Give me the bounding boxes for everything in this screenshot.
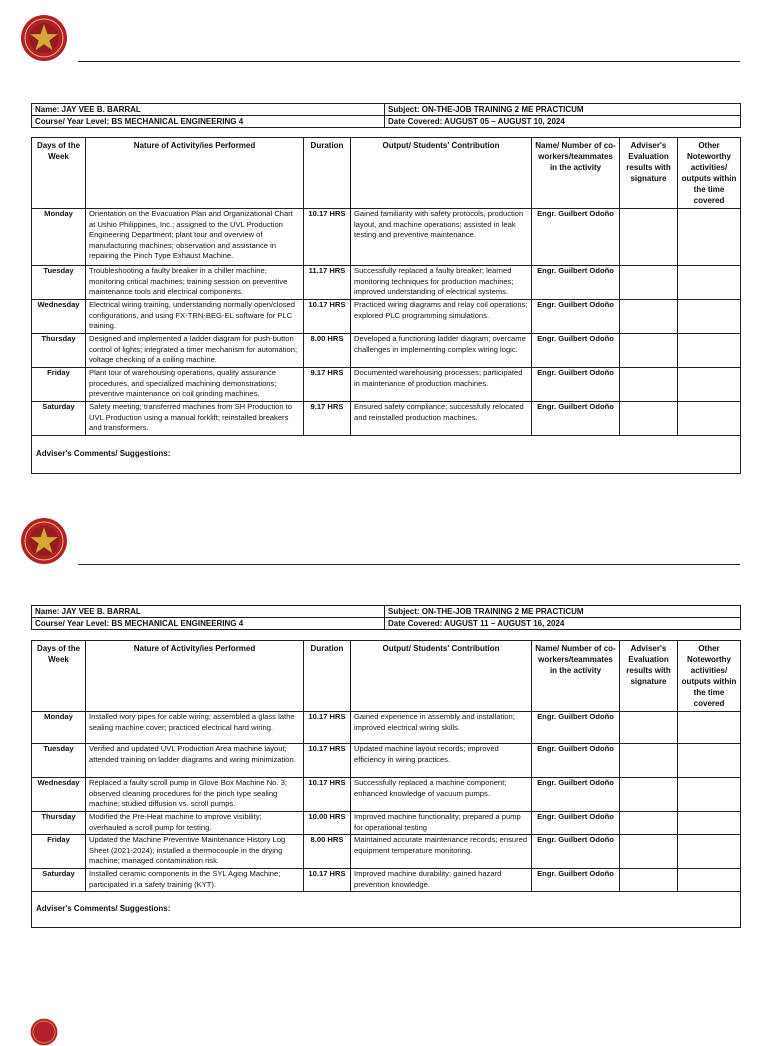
output-cell: Successfully replaced a faulty breaker; learned monitoring techniques for production machines; improved understanding of electrical systems.	[351, 266, 532, 300]
team-cell: Engr. Guilbert Odoño	[532, 869, 620, 892]
duration-cell: 10.17 HRS	[304, 712, 351, 744]
other-cell	[678, 744, 741, 778]
day-cell: Thursday	[32, 812, 86, 835]
day-cell: Tuesday	[32, 744, 86, 778]
nature-cell: Electrical wiring training, understanding normally open/closed configurations, and using FX-TRN-BEG-EL software for PLC training.	[86, 300, 304, 334]
other-cell	[678, 402, 741, 436]
output-cell: Gained experience in assembly and installation; improved electrical wiring skills.	[351, 712, 532, 744]
header-output: Output/ Students' Contribution	[351, 641, 532, 712]
subject: Subject: ON-THE-JOB TRAINING 2 ME PRACTICUM	[385, 606, 741, 618]
duration-cell: 9.17 HRS	[304, 368, 351, 402]
student-name: Name: JAY VEE B. BARRAL	[32, 104, 385, 116]
table-row	[32, 300, 741, 334]
nature-cell: Installed ivory pipes for cable wiring; assembled a glass lathe sealing machine cover; practiced electrical hard wiring.	[86, 712, 304, 744]
output-cell: Developed a functioning ladder diagram; overcame challenges in implementing complex wiring logic.	[351, 334, 532, 368]
team-cell: Engr. Guilbert Odoño	[532, 778, 620, 812]
nature-cell: Troubleshooting a faulty breaker in a chiller machine; monitoring critical machines; training session on preventive maintenance tools and electrical components.	[86, 266, 304, 300]
header-nature: Nature of Activity/ies Performed	[86, 138, 304, 209]
other-cell	[678, 812, 741, 835]
table-row	[32, 869, 741, 892]
team-cell: Engr. Guilbert Odoño	[532, 300, 620, 334]
other-cell	[678, 778, 741, 812]
nature-cell: Designed and implemented a ladder diagram for push-button control of lights; integrated a timer mechanism for automation; voltage checking of a coiling machine.	[86, 334, 304, 368]
table-row	[32, 812, 741, 835]
header-nature: Nature of Activity/ies Performed	[86, 641, 304, 712]
nature-cell: Orientation on the Evacuation Plan and Organizational Chart at Ushio Philippines, Inc.; assigned to the UVL Production Engineering Department; plant tour and overview of manufacturing machines; observation and assistance in repairing the Pinch Type Exhaust Machine.	[86, 209, 304, 266]
adviser-comments-label: Adviser's Comments/ Suggestions:	[32, 436, 741, 474]
header-rule	[78, 564, 740, 565]
day-cell: Friday	[32, 835, 86, 869]
output-cell: Improved machine functionality; prepared a pump for operational testing	[351, 812, 532, 835]
activity-table	[31, 137, 741, 474]
course-year: Course/ Year Level: BS MECHANICAL ENGINEERING 4	[32, 618, 385, 630]
header-team: Name/ Number of co-workers/teammates in the activity	[532, 641, 620, 712]
adviser-cell	[620, 835, 678, 869]
team-cell: Engr. Guilbert Odoño	[532, 712, 620, 744]
other-cell	[678, 869, 741, 892]
output-cell: Successfully replaced a machine component; enhanced knowledge of vacuum pumps.	[351, 778, 532, 812]
student-info-table	[31, 103, 741, 128]
duration-cell: 10.17 HRS	[304, 744, 351, 778]
other-cell	[678, 266, 741, 300]
team-cell: Engr. Guilbert Odoño	[532, 812, 620, 835]
adviser-cell	[620, 712, 678, 744]
university-seal-icon	[20, 517, 68, 565]
team-cell: Engr. Guilbert Odoño	[532, 266, 620, 300]
sheet-1	[0, 0, 768, 500]
other-cell	[678, 334, 741, 368]
nature-cell: Installed ceramic components in the SYL Aging Machine; participated in a safety training (KYT).	[86, 869, 304, 892]
team-cell: Engr. Guilbert Odoño	[532, 744, 620, 778]
header-team: Name/ Number of co-workers/teammates in the activity	[532, 138, 620, 209]
university-seal-icon	[30, 1018, 58, 1046]
university-seal-icon	[20, 14, 68, 62]
day-cell: Tuesday	[32, 266, 86, 300]
adviser-cell	[620, 300, 678, 334]
header-other: Other Noteworthy activities/ outputs within the time covered	[678, 641, 741, 712]
table-header-row	[32, 138, 741, 209]
team-cell: Engr. Guilbert Odoño	[532, 368, 620, 402]
other-cell	[678, 209, 741, 266]
sheet-2	[0, 503, 768, 933]
header-other: Other Noteworthy activities/ outputs within the time covered	[678, 138, 741, 209]
adviser-cell	[620, 402, 678, 436]
header-rule	[78, 61, 740, 62]
header-day: Days of the Week	[32, 138, 86, 209]
output-cell: Documented warehousing processes; participated in maintenance of production machines.	[351, 368, 532, 402]
team-cell: Engr. Guilbert Odoño	[532, 209, 620, 266]
adviser-cell	[620, 812, 678, 835]
day-cell: Thursday	[32, 334, 86, 368]
header-output: Output/ Students' Contribution	[351, 138, 532, 209]
day-cell: Saturday	[32, 869, 86, 892]
header-duration: Duration	[304, 138, 351, 209]
nature-cell: Verified and updated UVL Production Area machine layout; attended training on ladder diagrams and wiring minimization.	[86, 744, 304, 778]
comments-row	[32, 892, 741, 928]
duration-cell: 10.17 HRS	[304, 300, 351, 334]
adviser-cell	[620, 209, 678, 266]
day-cell: Wednesday	[32, 778, 86, 812]
table-header-row	[32, 641, 741, 712]
table-row	[32, 402, 741, 436]
duration-cell: 10.17 HRS	[304, 778, 351, 812]
activity-table	[31, 640, 741, 928]
nature-cell: Modified the Pre-Heat machine to improve visibility; overhauled a scroll pump for testing.	[86, 812, 304, 835]
duration-cell: 8.00 HRS	[304, 835, 351, 869]
nature-cell: Plant tour of warehousing operations, quality assurance procedures, and specialized machining demonstrations; preventive maintenance on coil grinding machines.	[86, 368, 304, 402]
other-cell	[678, 835, 741, 869]
output-cell: Maintained accurate maintenance records; ensured equipment temperature monitoring.	[351, 835, 532, 869]
day-cell: Monday	[32, 712, 86, 744]
adviser-cell	[620, 869, 678, 892]
duration-cell: 10.17 HRS	[304, 869, 351, 892]
duration-cell: 10.00 HRS	[304, 812, 351, 835]
adviser-cell	[620, 334, 678, 368]
header-adviser: Adviser's Evaluation results with signature	[620, 641, 678, 712]
date-covered: Date Covered: AUGUST 05 – AUGUST 10, 2024	[385, 116, 741, 128]
other-cell	[678, 300, 741, 334]
header-day: Days of the Week	[32, 641, 86, 712]
subject: Subject: ON-THE-JOB TRAINING 2 ME PRACTICUM	[385, 104, 741, 116]
output-cell: Improved machine durability; gained hazard prevention knowledge.	[351, 869, 532, 892]
duration-cell: 11.17 HRS	[304, 266, 351, 300]
output-cell: Ensured safety compliance; successfully relocated and reinstalled production machines.	[351, 402, 532, 436]
other-cell	[678, 712, 741, 744]
nature-cell: Replaced a faulty scroll pump in Glove Box Machine No. 3; observed cleaning procedures for the pinch type sealing machine; studied diffusion vs. scroll pumps.	[86, 778, 304, 812]
table-row	[32, 266, 741, 300]
adviser-cell	[620, 778, 678, 812]
course-year: Course/ Year Level: BS MECHANICAL ENGINEERING 4	[32, 116, 385, 128]
output-cell: Gained familiarity with safety protocols, production layout, and machine operations; assisted in leak testing and preventive maintenance.	[351, 209, 532, 266]
table-row	[32, 334, 741, 368]
output-cell: Practiced wiring diagrams and relay coil operations; explored PLC programming simulations.	[351, 300, 532, 334]
date-covered: Date Covered: AUGUST 11 – AUGUST 16, 2024	[385, 618, 741, 630]
nature-cell: Updated the Machine Preventive Maintenance History Log Sheet (2021-2024); installed a thermocouple in the drying machine; managed contamination risk.	[86, 835, 304, 869]
other-cell	[678, 368, 741, 402]
duration-cell: 10.17 HRS	[304, 209, 351, 266]
adviser-cell	[620, 368, 678, 402]
team-cell: Engr. Guilbert Odoño	[532, 835, 620, 869]
header-duration: Duration	[304, 641, 351, 712]
team-cell: Engr. Guilbert Odoño	[532, 402, 620, 436]
comments-row	[32, 436, 741, 474]
adviser-cell	[620, 266, 678, 300]
table-row	[32, 778, 741, 812]
header-adviser: Adviser's Evaluation results with signature	[620, 138, 678, 209]
day-cell: Friday	[32, 368, 86, 402]
adviser-comments-label: Adviser's Comments/ Suggestions:	[32, 892, 741, 928]
adviser-cell	[620, 744, 678, 778]
day-cell: Saturday	[32, 402, 86, 436]
student-name: Name: JAY VEE B. BARRAL	[32, 606, 385, 618]
duration-cell: 9.17 HRS	[304, 402, 351, 436]
table-row	[32, 835, 741, 869]
nature-cell: Safety meeting; transferred machines from SH Production to UVL Production using a manual forklift; reinstalled breakers and transformers.	[86, 402, 304, 436]
output-cell: Updated machine layout records; improved efficiency in wiring practices.	[351, 744, 532, 778]
table-row	[32, 712, 741, 744]
student-info-table	[31, 605, 741, 630]
table-row	[32, 368, 741, 402]
day-cell: Wednesday	[32, 300, 86, 334]
table-row	[32, 209, 741, 266]
table-row	[32, 744, 741, 778]
day-cell: Monday	[32, 209, 86, 266]
team-cell: Engr. Guilbert Odoño	[532, 334, 620, 368]
duration-cell: 8.00 HRS	[304, 334, 351, 368]
